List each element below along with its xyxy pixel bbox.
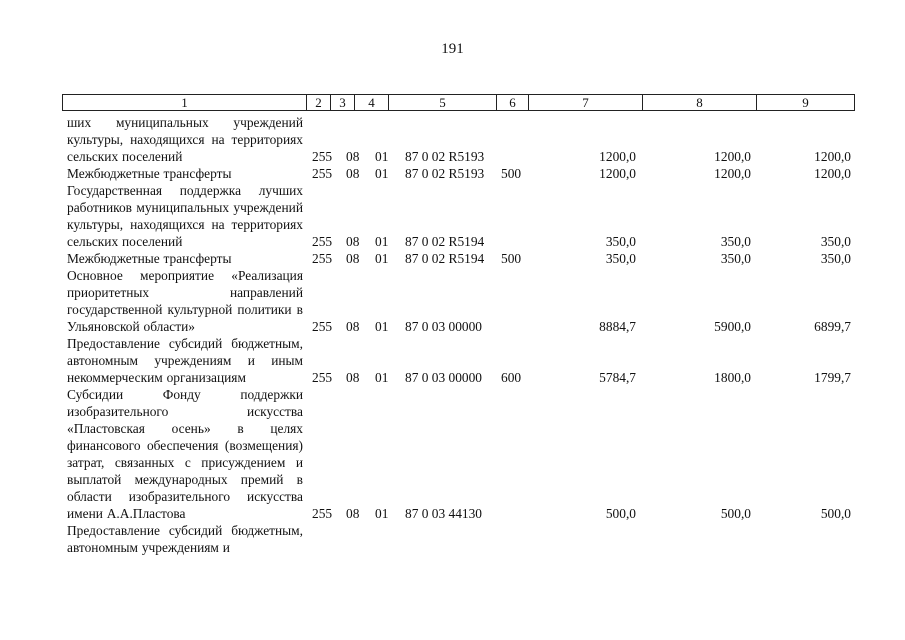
header-col-5: 5 (389, 95, 497, 110)
cell-c8: 1200,0 (714, 166, 751, 181)
cell-c5: 87 0 02 R5193 (405, 166, 485, 181)
cell-c3: 08 (346, 166, 360, 181)
cell-c9: 1200,0 (814, 149, 851, 164)
cell-c7: 1200,0 (599, 166, 636, 181)
cell-c5: 87 0 02 R5193 (405, 149, 485, 164)
row-description: Субсидии Фонду поддержки изобразительного искусства «Пластовская осень» в целях финансового обеспечения (возмещения) затрат, связанных с присуждением и выплатой международных премий в области изобразительного искусства имени А.А.Пластова (67, 387, 303, 521)
cell-c5: 87 0 02 R5194 (405, 234, 485, 249)
cell-c8: 5900,0 (714, 319, 751, 334)
cell-c6: 500 (501, 166, 522, 181)
cell-c3: 08 (346, 149, 360, 164)
row-description: Предоставление субсидий бюджетным, автономным учреждениям и иным некоммерческим организациям (67, 336, 303, 385)
header-col-9: 9 (802, 95, 809, 110)
cell-c2: 255 (312, 251, 333, 266)
row-description: Государственная поддержка лучших работников муниципальных учреждений культуры, находящихся на территориях сельских поселений (67, 183, 303, 249)
table-row (0, 267, 905, 335)
cell-c9: 500,0 (820, 506, 851, 521)
cell-c7: 350,0 (605, 251, 636, 266)
cell-c8: 500,0 (720, 506, 751, 521)
row-description: Основное мероприятие «Реализация приоритетных направлений государственной культурной политики в Ульяновской области» (67, 268, 303, 334)
budget-table (0, 114, 905, 556)
page-number: 191 (441, 41, 464, 57)
cell-c4: 01 (375, 370, 389, 385)
cell-c8: 350,0 (720, 251, 751, 266)
cell-c2: 255 (312, 166, 333, 181)
cell-c2: 255 (312, 370, 333, 385)
table-header (62, 94, 855, 111)
table-row (0, 250, 905, 267)
cell-c9: 6899,7 (814, 319, 851, 334)
cell-c3: 08 (346, 234, 360, 249)
cell-c4: 01 (375, 149, 389, 164)
table-row (0, 386, 905, 522)
header-col-8: 8 (643, 95, 757, 110)
cell-c2: 255 (312, 506, 333, 521)
cell-c3: 08 (346, 506, 360, 521)
cell-c4: 01 (375, 319, 389, 334)
cell-c7: 5784,7 (599, 370, 636, 385)
cell-c9: 1799,7 (814, 370, 851, 385)
cell-c4: 01 (375, 506, 389, 521)
cell-c6: 600 (501, 370, 522, 385)
cell-c5: 87 0 02 R5194 (405, 251, 485, 266)
cell-c8: 1200,0 (714, 149, 751, 164)
row-description: Предоставление субсидий бюджетным, автономным учреждениям и (67, 523, 303, 555)
cell-c4: 01 (375, 166, 389, 181)
cell-c7: 500,0 (605, 506, 636, 521)
table-row (0, 114, 905, 165)
header-col-2: 2 (307, 95, 331, 110)
cell-c6: 500 (501, 251, 522, 266)
cell-c7: 8884,7 (599, 319, 636, 334)
row-description: Межбюджетные трансферты (67, 166, 232, 181)
header-col-6: 6 (497, 95, 529, 110)
header-col-7: 7 (529, 95, 643, 110)
cell-c9: 1200,0 (814, 166, 851, 181)
cell-c5: 87 0 03 00000 (405, 370, 482, 385)
table-row (0, 182, 905, 250)
row-description: Межбюджетные трансферты (67, 251, 232, 266)
row-description: ших муниципальных учреждений культуры, находящихся на территориях сельских поселений (67, 115, 303, 164)
table-row (0, 335, 905, 386)
cell-c3: 08 (346, 319, 360, 334)
cell-c3: 08 (346, 370, 360, 385)
cell-c2: 255 (312, 234, 333, 249)
cell-c7: 350,0 (605, 234, 636, 249)
cell-c2: 255 (312, 319, 333, 334)
cell-c3: 08 (346, 251, 360, 266)
table-row (0, 522, 905, 556)
header-col-3: 3 (331, 95, 355, 110)
cell-c8: 1800,0 (714, 370, 751, 385)
cell-c2: 255 (312, 149, 333, 164)
cell-c4: 01 (375, 234, 389, 249)
cell-c9: 350,0 (820, 251, 851, 266)
cell-c7: 1200,0 (599, 149, 636, 164)
cell-c4: 01 (375, 251, 389, 266)
cell-c5: 87 0 03 00000 (405, 319, 482, 334)
header-col-4: 4 (355, 95, 389, 110)
cell-c8: 350,0 (720, 234, 751, 249)
cell-c5: 87 0 03 44130 (405, 506, 482, 521)
header-col-1: 1 (63, 95, 307, 110)
cell-c9: 350,0 (820, 234, 851, 249)
table-row (0, 165, 905, 182)
